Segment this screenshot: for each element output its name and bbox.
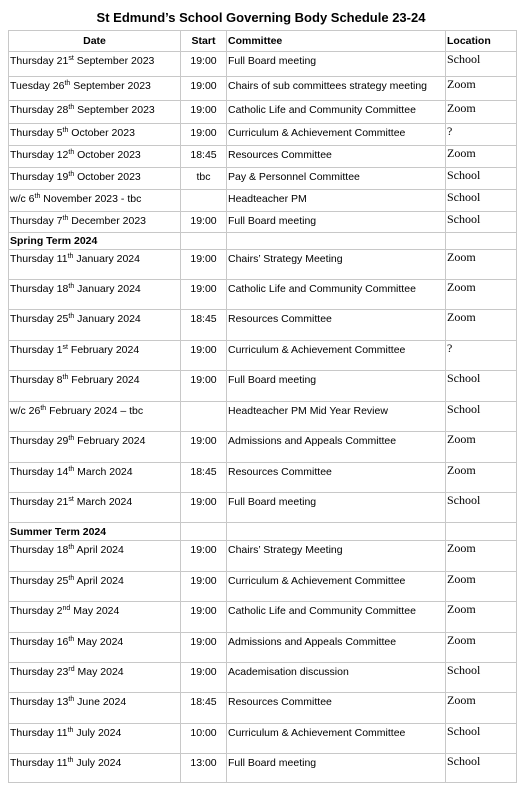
- date-cell: [9, 432, 181, 463]
- committee-cell: [227, 280, 446, 310]
- date-day: Thursday 18: [10, 544, 69, 556]
- empty-cell: [181, 233, 227, 250]
- committee-name: Catholic Life and Community Committee: [228, 104, 416, 116]
- date-ordinal: th: [40, 405, 47, 412]
- committee-name: Admissions and Appeals Committee: [228, 636, 397, 648]
- date-day: Thursday 11: [10, 727, 68, 739]
- start-cell: [181, 146, 227, 168]
- location-cell: School: [446, 724, 517, 754]
- committee-name: Full Board meeting: [228, 757, 317, 769]
- location-cell: Zoom: [446, 693, 517, 724]
- start-time: 19:00: [190, 127, 217, 139]
- date-cell: [9, 77, 181, 101]
- document-title: St Edmund’s School Governing Body Schedule 23-24: [96, 10, 426, 25]
- committee-cell: [227, 602, 446, 633]
- committee-cell: [227, 124, 446, 146]
- date-cell: [9, 402, 181, 432]
- location-cell: School: [446, 190, 517, 212]
- start-time: 19:00: [190, 283, 217, 295]
- committee-name: Full Board meeting: [228, 496, 317, 508]
- date-rest: May 2024: [74, 666, 124, 678]
- empty-cell: [227, 523, 446, 541]
- date-rest: June 2024: [74, 696, 127, 708]
- date-rest: July 2024: [73, 727, 122, 739]
- date-cell: [9, 663, 181, 693]
- date-day: Thursday 29: [10, 435, 69, 447]
- date-rest: July 2024: [73, 757, 122, 769]
- committee-cell: [227, 101, 446, 124]
- location-cell: ?: [446, 341, 517, 371]
- committee-name: Resources Committee: [228, 696, 332, 708]
- date-cell: [9, 633, 181, 663]
- table-row: [9, 602, 517, 633]
- committee-name: Full Board meeting: [228, 374, 317, 386]
- header-date: Date: [9, 31, 181, 52]
- table-row: [9, 633, 517, 663]
- location-cell: Zoom: [446, 633, 517, 663]
- committee-name: Academisation discussion: [228, 666, 349, 678]
- empty-cell: [446, 233, 517, 250]
- date-cell: [9, 101, 181, 124]
- table-row: [9, 190, 517, 212]
- date-day: Thursday 12: [10, 149, 69, 161]
- table-row: [9, 724, 517, 754]
- location-cell: School: [446, 493, 517, 523]
- date-rest: January 2024: [74, 313, 141, 325]
- table-row: [9, 572, 517, 602]
- location-cell: School: [446, 663, 517, 693]
- committee-name: Headteacher PM Mid Year Review: [228, 405, 388, 417]
- start-time: 19:00: [190, 666, 217, 678]
- location-cell: Zoom: [446, 572, 517, 602]
- date-cell: [9, 541, 181, 572]
- empty-cell: [181, 523, 227, 541]
- start-cell: [181, 52, 227, 77]
- header-committee: Committee: [227, 31, 446, 52]
- committee-cell: [227, 146, 446, 168]
- committee-name: Full Board meeting: [228, 215, 317, 227]
- start-time: 19:00: [190, 344, 217, 356]
- committee-name: Resources Committee: [228, 466, 332, 478]
- committee-cell: [227, 341, 446, 371]
- start-time: 19:00: [190, 435, 217, 447]
- committee-cell: [227, 493, 446, 523]
- date-ordinal: th: [68, 283, 75, 290]
- date-cell: [9, 146, 181, 168]
- committee-cell: [227, 572, 446, 602]
- table-row: [9, 146, 517, 168]
- date-cell: [9, 310, 181, 341]
- date-day: Thursday 21: [10, 496, 69, 508]
- start-time: 19:00: [190, 605, 217, 617]
- date-ordinal: th: [68, 696, 75, 703]
- table-row: [9, 663, 517, 693]
- date-rest: January 2024: [73, 253, 140, 265]
- table-row: [9, 77, 517, 101]
- term-heading: Spring Term 2024: [9, 233, 181, 250]
- date-cell: [9, 754, 181, 783]
- start-cell: [181, 633, 227, 663]
- date-rest: October 2023: [74, 171, 141, 183]
- date-cell: [9, 463, 181, 493]
- start-time: 19:00: [190, 544, 217, 556]
- start-cell: [181, 168, 227, 190]
- start-time: 19:00: [190, 55, 217, 67]
- table-row: [9, 101, 517, 124]
- table-row: [9, 341, 517, 371]
- location-cell: Zoom: [446, 101, 517, 124]
- start-time: 19:00: [190, 215, 217, 227]
- start-cell: [181, 663, 227, 693]
- committee-name: Pay & Personnel Committee: [228, 171, 360, 183]
- empty-cell: [227, 233, 446, 250]
- start-time: [182, 190, 225, 192]
- date-ordinal: th: [64, 80, 71, 87]
- start-cell: [181, 250, 227, 280]
- date-rest: April 2024: [74, 544, 124, 556]
- start-cell: [181, 754, 227, 783]
- date-day: Thursday 14: [10, 466, 69, 478]
- date-rest: May 2024: [70, 605, 120, 617]
- table-row: [9, 310, 517, 341]
- date-day: Thursday 28: [10, 104, 69, 116]
- date-cell: [9, 190, 181, 212]
- location-cell: Zoom: [446, 146, 517, 168]
- start-cell: [181, 541, 227, 572]
- committee-name: Chairs’ Strategy Meeting: [228, 544, 343, 556]
- date-day: Thursday 11: [10, 757, 68, 769]
- location-cell: ?: [446, 124, 517, 146]
- start-time: 18:45: [190, 696, 217, 708]
- date-ordinal: th: [68, 575, 75, 582]
- date-ordinal: nd: [62, 605, 71, 612]
- committee-name: Resources Committee: [228, 313, 332, 325]
- table-row: [9, 541, 517, 572]
- start-time: 19:00: [190, 636, 217, 648]
- date-day: Thursday 25: [10, 313, 69, 325]
- date-day: Thursday 8: [10, 374, 63, 386]
- date-day: Thursday 23: [10, 666, 69, 678]
- date-cell: [9, 572, 181, 602]
- date-rest: April 2024: [74, 575, 124, 587]
- start-cell: [181, 572, 227, 602]
- date-ordinal: th: [67, 727, 74, 734]
- location-cell: Zoom: [446, 77, 517, 101]
- date-day: Thursday 11: [10, 253, 68, 265]
- start-cell: [181, 280, 227, 310]
- date-ordinal: th: [68, 636, 75, 643]
- date-day: Thursday 7: [10, 215, 63, 227]
- date-rest: December 2023: [68, 215, 147, 227]
- date-cell: [9, 280, 181, 310]
- date-day: Tuesday 26: [10, 80, 65, 92]
- date-cell: [9, 371, 181, 402]
- location-cell: School: [446, 212, 517, 233]
- committee-cell: [227, 212, 446, 233]
- start-cell: [181, 724, 227, 754]
- committee-name: Curriculum & Achievement Committee: [228, 575, 406, 587]
- committee-name: Headteacher PM: [228, 193, 307, 205]
- location-cell: Zoom: [446, 463, 517, 493]
- date-ordinal: th: [62, 215, 69, 222]
- date-day: Thursday 18: [10, 283, 69, 295]
- start-cell: [181, 693, 227, 724]
- date-day: Thursday 25: [10, 575, 69, 587]
- table-row: [9, 168, 517, 190]
- date-cell: [9, 724, 181, 754]
- date-cell: [9, 602, 181, 633]
- start-cell: [181, 310, 227, 341]
- start-cell: [181, 212, 227, 233]
- date-rest: October 2023: [68, 127, 135, 139]
- committee-cell: [227, 432, 446, 463]
- term-heading-row: [9, 233, 517, 250]
- committee-name: Full Board meeting: [228, 55, 317, 67]
- location-cell: Zoom: [446, 432, 517, 463]
- committee-name: Chairs of sub committees strategy meeting: [228, 80, 427, 92]
- committee-cell: [227, 541, 446, 572]
- date-rest: October 2023: [74, 149, 141, 161]
- schedule-table: [8, 30, 517, 783]
- table-row: [9, 693, 517, 724]
- date-cell: [9, 250, 181, 280]
- start-time: 13:00: [190, 757, 217, 769]
- table-row: [9, 432, 517, 463]
- start-cell: [181, 402, 227, 432]
- date-day: Thursday 19: [10, 171, 69, 183]
- location-cell: Zoom: [446, 310, 517, 341]
- date-ordinal: th: [62, 374, 69, 381]
- start-time: 18:45: [190, 313, 217, 325]
- date-rest: September 2023: [70, 80, 151, 92]
- location-cell: School: [446, 52, 517, 77]
- date-ordinal: th: [67, 253, 74, 260]
- date-ordinal: th: [68, 466, 75, 473]
- location-cell: Zoom: [446, 280, 517, 310]
- date-day: w/c 26: [10, 405, 41, 417]
- table-row: [9, 754, 517, 783]
- start-time: 19:00: [190, 253, 217, 265]
- start-time: 18:45: [190, 466, 217, 478]
- start-time: tbc: [196, 171, 211, 183]
- committee-cell: [227, 250, 446, 280]
- date-cell: [9, 124, 181, 146]
- committee-cell: [227, 724, 446, 754]
- header-start: Start: [181, 31, 227, 52]
- date-ordinal: th: [68, 313, 75, 320]
- date-cell: [9, 341, 181, 371]
- date-day: w/c 6: [10, 193, 35, 205]
- term-heading: Summer Term 2024: [9, 523, 181, 541]
- committee-cell: [227, 77, 446, 101]
- location-cell: School: [446, 168, 517, 190]
- location-cell: Zoom: [446, 541, 517, 572]
- date-ordinal: th: [67, 757, 74, 764]
- start-cell: [181, 371, 227, 402]
- date-ordinal: th: [68, 104, 75, 111]
- committee-cell: [227, 371, 446, 402]
- date-cell: [9, 52, 181, 77]
- committee-cell: [227, 168, 446, 190]
- committee-cell: [227, 402, 446, 432]
- date-rest: February 2024 – tbc: [46, 405, 144, 417]
- date-day: Thursday 2: [10, 605, 63, 617]
- header-location: Location: [446, 31, 517, 52]
- date-rest: September 2023: [74, 104, 155, 116]
- date-rest: May 2024: [74, 636, 124, 648]
- date-rest: November 2023 - tbc: [40, 193, 142, 205]
- date-ordinal: th: [68, 149, 75, 156]
- table-row: [9, 493, 517, 523]
- empty-cell: [446, 523, 517, 541]
- date-ordinal: th: [68, 171, 75, 178]
- start-cell: [181, 190, 227, 212]
- start-cell: [181, 493, 227, 523]
- start-time: 19:00: [190, 80, 217, 92]
- committee-name: Chairs’ Strategy Meeting: [228, 253, 343, 265]
- start-cell: [181, 124, 227, 146]
- committee-name: Resources Committee: [228, 149, 332, 161]
- date-rest: February 2024: [68, 374, 140, 386]
- committee-cell: [227, 633, 446, 663]
- committee-cell: [227, 693, 446, 724]
- date-cell: [9, 493, 181, 523]
- committee-cell: [227, 754, 446, 783]
- start-time: 10:00: [190, 727, 217, 739]
- start-time: 18:45: [190, 149, 217, 161]
- date-cell: [9, 212, 181, 233]
- date-rest: September 2023: [73, 55, 155, 67]
- date-ordinal: rd: [68, 666, 75, 673]
- committee-name: Curriculum & Achievement Committee: [228, 344, 406, 356]
- date-rest: February 2024: [67, 344, 140, 356]
- start-cell: [181, 101, 227, 124]
- committee-cell: [227, 463, 446, 493]
- committee-name: Catholic Life and Community Committee: [228, 605, 416, 617]
- start-cell: [181, 602, 227, 633]
- date-ordinal: st: [68, 55, 74, 62]
- date-day: Thursday 13: [10, 696, 69, 708]
- committee-cell: [227, 310, 446, 341]
- date-rest: January 2024: [74, 283, 141, 295]
- table-row: [9, 52, 517, 77]
- start-cell: [181, 463, 227, 493]
- table-row: [9, 371, 517, 402]
- date-day: Thursday 5: [10, 127, 63, 139]
- start-time: 19:00: [190, 104, 217, 116]
- date-rest: March 2024: [74, 466, 133, 478]
- date-ordinal: st: [62, 344, 68, 351]
- table-row: [9, 280, 517, 310]
- committee-cell: [227, 52, 446, 77]
- start-time: 19:00: [190, 496, 217, 508]
- date-ordinal: th: [68, 544, 75, 551]
- start-cell: [181, 341, 227, 371]
- committee-name: Admissions and Appeals Committee: [228, 435, 397, 447]
- date-day: Thursday 1: [10, 344, 63, 356]
- date-cell: [9, 168, 181, 190]
- date-ordinal: th: [62, 127, 69, 134]
- date-ordinal: th: [34, 193, 41, 200]
- start-time: 19:00: [190, 575, 217, 587]
- location-cell: School: [446, 754, 517, 783]
- term-heading-row: [9, 523, 517, 541]
- start-time: 19:00: [190, 374, 217, 386]
- committee-name: Curriculum & Achievement Committee: [228, 727, 406, 739]
- committee-name: Catholic Life and Community Committee: [228, 283, 416, 295]
- date-day: Thursday 21: [10, 55, 69, 67]
- location-cell: School: [446, 402, 517, 432]
- table-row: [9, 212, 517, 233]
- start-cell: [181, 77, 227, 101]
- location-cell: School: [446, 371, 517, 402]
- date-day: Thursday 16: [10, 636, 69, 648]
- schedule-body: [9, 52, 517, 783]
- committee-name: Curriculum & Achievement Committee: [228, 127, 406, 139]
- table-row: [9, 402, 517, 432]
- location-cell: Zoom: [446, 250, 517, 280]
- start-time: [182, 402, 225, 404]
- date-ordinal: th: [68, 435, 75, 442]
- committee-cell: [227, 663, 446, 693]
- start-cell: [181, 432, 227, 463]
- date-rest: February 2024: [74, 435, 146, 447]
- date-ordinal: st: [68, 496, 74, 503]
- location-cell: Zoom: [446, 602, 517, 633]
- committee-cell: [227, 190, 446, 212]
- date-rest: March 2024: [73, 496, 133, 508]
- date-cell: [9, 693, 181, 724]
- table-row: [9, 250, 517, 280]
- table-row: [9, 463, 517, 493]
- table-row: [9, 124, 517, 146]
- header-row: [9, 31, 517, 52]
